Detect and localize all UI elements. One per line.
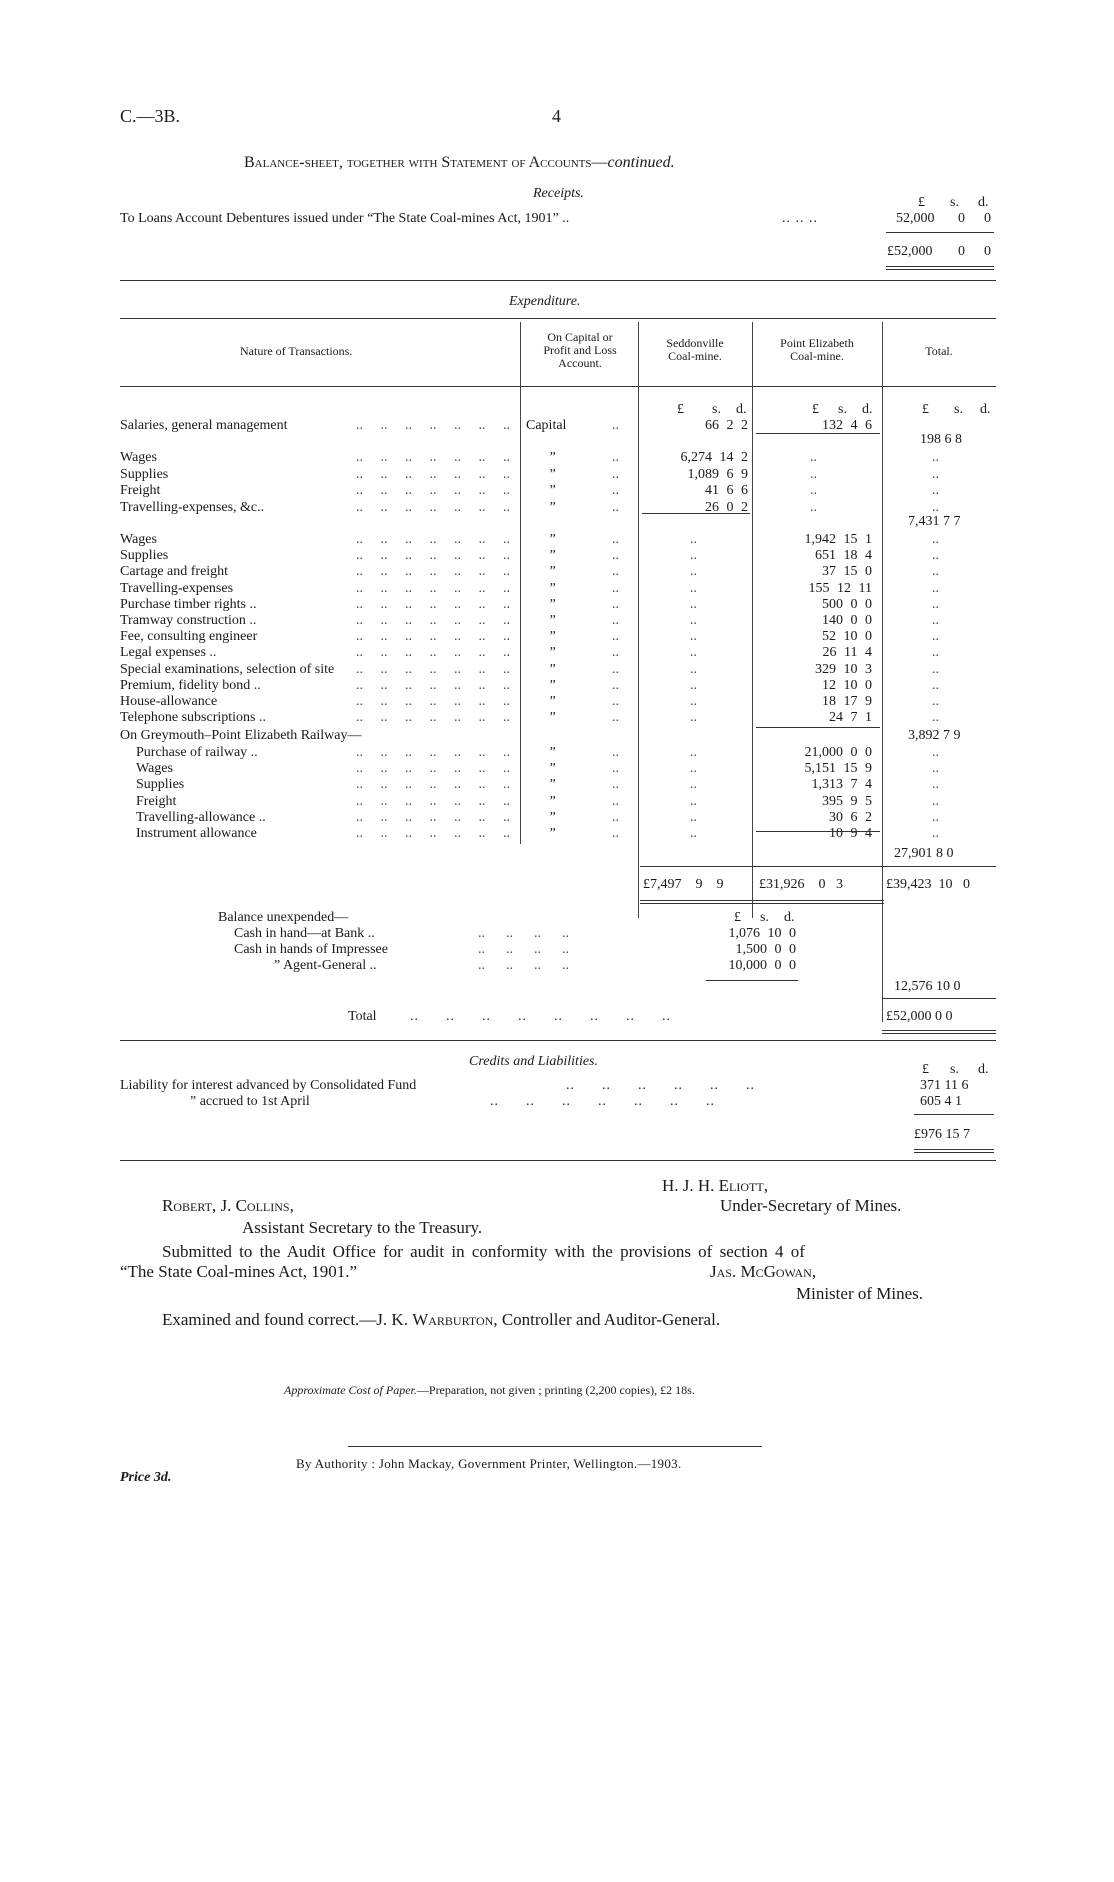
account-ditto: ” <box>548 450 556 465</box>
pt-amount: 10 9 4 <box>829 826 872 841</box>
account-ditto: ” <box>548 793 556 809</box>
total-dots: .. <box>932 793 939 809</box>
expenditure-top-rule <box>120 318 996 319</box>
subtotal-seddonville: 7,431 7 7 <box>908 514 961 529</box>
sed-dots: .. <box>690 580 697 596</box>
receipts-s-header: s. <box>950 195 959 210</box>
footer-rule <box>348 1446 762 1447</box>
cost-label: Approximate Cost of Paper. <box>284 1383 417 1397</box>
row-label: Instrument allowance <box>136 826 257 841</box>
sed-dots: .. <box>690 548 697 564</box>
balance-rule <box>706 980 798 981</box>
account-ditto: ” <box>548 809 556 825</box>
account-ditto: ” <box>548 580 556 596</box>
total-dots: .. <box>932 564 939 580</box>
sed-dots: .. <box>690 826 697 841</box>
row-leader-dots: .. .. .. .. .. .. .. <box>356 809 510 825</box>
sed-dots: .. <box>690 661 697 677</box>
pt-d-header: d. <box>862 402 873 417</box>
receipts-line: To Loans Account Debentures issued under “The State Coal-mines Act, 1901” .. <box>120 211 570 226</box>
row-leader-dots: .. .. .. .. .. .. .. <box>356 580 510 596</box>
pt-total-s: 0 <box>818 877 826 892</box>
pt-dots: .. <box>810 483 817 498</box>
receipts-pound-header: £ <box>918 195 925 210</box>
row-leader-dots: .. .. .. .. .. .. .. <box>356 661 510 677</box>
pt-dots: .. <box>810 466 817 482</box>
col-header-account-l3: Account. <box>558 356 602 370</box>
pt-s-header: s. <box>838 402 847 417</box>
sed-dots: .. <box>690 532 697 547</box>
mcgowan-title: Minister of Mines. <box>796 1284 924 1303</box>
account-dots: .. <box>612 645 619 661</box>
row-leader-dots: .. .. .. .. .. .. .. <box>356 532 510 547</box>
railway-heading: On Greymouth–Point Elizabeth Railway— <box>120 728 362 743</box>
receipts-end-rule <box>120 280 996 281</box>
row-leader-dots: .. .. .. .. .. .. .. <box>356 793 510 809</box>
header-bottom-rule <box>120 386 996 387</box>
eliott-name: H. J. H. Eliott, <box>662 1176 768 1195</box>
grand-column-total <box>886 877 970 893</box>
balance-item-dots: .. .. .. .. <box>478 958 569 973</box>
total-dots: .. <box>932 499 939 515</box>
credits-rule <box>914 1114 994 1115</box>
account-ditto: ” <box>548 466 556 482</box>
sed-dots: .. <box>690 710 697 726</box>
pt-amount: 21,000 0 0 <box>804 745 872 760</box>
col-header-seddonville-l1: Seddonville <box>666 336 724 350</box>
sed-d-header: d. <box>736 402 747 417</box>
collins-name: Robert, J. Collins, <box>162 1196 294 1215</box>
cost-of-paper <box>284 1383 695 1398</box>
balance-item-label: Cash in hand—at Bank .. <box>234 926 375 941</box>
pt-amount: 52 10 0 <box>822 629 872 645</box>
row-label: Supplies <box>120 466 169 482</box>
account-ditto: ” <box>548 483 556 498</box>
account-dots: .. <box>612 450 619 465</box>
account-dots: .. <box>612 793 619 809</box>
total-dots: .. <box>932 466 939 482</box>
sed-dots: .. <box>690 777 697 793</box>
total-dots: .. <box>932 777 939 793</box>
sed-column-total <box>643 877 724 893</box>
point-rule <box>756 727 880 728</box>
account-dots: .. <box>612 499 619 515</box>
account-dots: .. <box>612 710 619 726</box>
sed-s-header: s. <box>712 402 721 417</box>
balance-item-amount: 1,076 10 0 <box>728 926 796 941</box>
col-header-nature: Nature of Transactions. <box>240 344 353 358</box>
balance-item-amount: 1,500 0 0 <box>735 942 796 957</box>
subtotal-salaries: 198 6 8 <box>920 432 962 447</box>
total-s-header: s. <box>954 402 963 417</box>
total-d: 0 <box>963 877 970 892</box>
total-dots: .. <box>932 645 939 661</box>
pt-amount: 140 0 0 <box>822 613 872 628</box>
pt-dots: .. <box>810 450 817 465</box>
sum-rule <box>882 998 996 999</box>
eliott-title: Under-Secretary of Mines. <box>720 1196 902 1215</box>
total-pounds: £39,423 <box>886 877 932 892</box>
balance-item-amount: 10,000 0 0 <box>728 958 796 973</box>
col-header-account-l1: On Capital or <box>547 330 613 344</box>
account-ditto: ” <box>548 761 556 777</box>
row-leader-dots: .. .. .. .. .. .. .. <box>356 745 510 760</box>
page-number: 4 <box>552 106 561 126</box>
totals-double-rule <box>640 900 884 904</box>
row-leader-dots: .. .. .. .. .. .. .. <box>356 645 510 661</box>
row-leader-dots: .. .. .. .. .. .. .. <box>356 694 510 709</box>
vrule-2 <box>638 322 639 918</box>
account-ditto: ” <box>548 694 556 709</box>
pt-total-d: 3 <box>836 877 843 892</box>
row-label: Purchase of railway .. <box>136 745 258 760</box>
authority: By Authority : John Mackay, Government Printer, Wellington.—1903. <box>296 1456 682 1471</box>
pt-amount: 1,942 15 1 <box>804 532 872 547</box>
account-dots: .. <box>612 809 619 825</box>
row-label: Travelling-expenses <box>120 580 234 596</box>
row-label: Travelling-expenses, &c.. <box>120 499 265 515</box>
row-label: Tramway construction .. <box>120 613 257 628</box>
total-dots: .. <box>932 694 939 709</box>
grand-total-rule <box>882 1030 996 1034</box>
credits-total: £976 15 7 <box>914 1127 970 1142</box>
sed-dots: .. <box>690 629 697 645</box>
sed-pound-header: £ <box>677 402 684 417</box>
collins-title: Assistant Secretary to the Treasury. <box>242 1218 483 1237</box>
total-dots: .. <box>932 580 939 596</box>
total-dots: .. <box>932 629 939 645</box>
balance-item-label: Cash in hands of Impressee <box>234 942 388 957</box>
total-dots: .. <box>932 596 939 612</box>
total-dots: .. <box>932 677 939 693</box>
sed-dots: .. <box>690 613 697 628</box>
total-d-header: d. <box>980 402 991 417</box>
account-ditto: ” <box>548 677 556 693</box>
balance-sum: 12,576 10 0 <box>894 979 961 994</box>
credit-line-2-dots: .. .. .. .. .. .. .. <box>490 1094 715 1109</box>
row-leader-dots: .. .. .. .. .. .. .. <box>356 483 510 498</box>
pt-amount: 329 10 3 <box>815 661 872 677</box>
col-header-seddonville <box>640 337 750 363</box>
pt-amount: 24 7 1 <box>829 710 872 726</box>
account-dots: .. <box>612 580 619 596</box>
account-capital: Capital <box>526 418 567 433</box>
row-leader-dots: .. .. .. .. .. .. .. <box>356 761 510 777</box>
totals-top-rule <box>640 866 996 867</box>
row-leader-dots: .. .. .. .. .. .. .. <box>356 677 510 693</box>
sed-amount: 26 0 2 <box>705 499 748 515</box>
total-pound-header: £ <box>922 402 929 417</box>
total-dots: .. <box>932 450 939 465</box>
credit-line-1-dots: .. .. .. .. .. .. <box>566 1078 755 1093</box>
pt-amount: 5,151 15 9 <box>804 761 872 777</box>
credit-line-1: Liability for interest advanced by Consolidated Fund <box>120 1078 417 1093</box>
row-label: Telephone subscriptions .. <box>120 710 266 726</box>
subtotal-point: 3,892 7 9 <box>908 728 961 743</box>
row-label: Wages <box>136 761 173 777</box>
col-header-point <box>754 337 880 363</box>
credit-line-2-amount: 605 4 1 <box>920 1094 962 1109</box>
account-ditto: ” <box>548 596 556 612</box>
account-dots: .. <box>612 564 619 580</box>
sed-dots: .. <box>690 564 697 580</box>
sed-amount: 1,089 6 9 <box>687 466 748 482</box>
sed-amount: 41 6 6 <box>705 483 748 498</box>
submitted-line-1: Submitted to the Audit Office for audit in conformity with the provisions of section 4 of <box>162 1242 805 1261</box>
salaries-rule <box>756 433 880 434</box>
total-dots: .. <box>932 826 939 841</box>
receipts-total-d: 0 <box>984 244 991 259</box>
sed-dots: .. <box>690 596 697 612</box>
account-dots: .. <box>612 532 619 547</box>
pt-total-pounds: £31,926 <box>759 877 805 892</box>
credits-pound-header: £ <box>922 1062 929 1077</box>
total-dots: .. <box>932 532 939 547</box>
receipts-rule <box>886 232 994 233</box>
vrule-3 <box>752 322 753 918</box>
account-dots: .. <box>612 677 619 693</box>
row-leader-dots: .. .. .. .. .. .. .. <box>356 777 510 793</box>
pt-amount: 155 12 11 <box>808 580 872 596</box>
pt-amount: 18 17 9 <box>822 694 872 709</box>
account-ditto: ” <box>548 661 556 677</box>
pt-dots: .. <box>810 499 817 515</box>
total-dots: .. <box>932 710 939 726</box>
credits-double-rule <box>914 1149 994 1153</box>
account-ditto: ” <box>548 645 556 661</box>
heading-continued: continued. <box>607 154 675 171</box>
receipts-d-header: d. <box>978 195 989 210</box>
credits-d-header: d. <box>978 1062 989 1077</box>
page-heading <box>244 154 675 172</box>
row-label: Wages <box>120 450 157 465</box>
pt-amount: 37 15 0 <box>822 564 872 580</box>
total-dots: .. <box>932 613 939 628</box>
receipts-double-rule <box>886 266 994 270</box>
row-leader-dots: .. .. .. .. .. .. .. <box>356 629 510 645</box>
vrule-1 <box>520 322 521 844</box>
account-dots: .. <box>612 483 619 498</box>
account-ditto: ” <box>548 777 556 793</box>
receipts-total-s: 0 <box>958 244 965 259</box>
account-ditto: ” <box>548 710 556 726</box>
balance-d-header: d. <box>784 910 795 925</box>
page-ref: C.—3B. <box>120 106 181 126</box>
pt-column-total <box>759 877 843 893</box>
balance-item-dots: .. .. .. .. <box>478 926 569 941</box>
submitted-line-2: “The State Coal-mines Act, 1901.” <box>120 1262 357 1281</box>
account-dots: .. <box>612 777 619 793</box>
pt-pound-header: £ <box>812 402 819 417</box>
total-dots: .. .. .. .. .. .. .. .. <box>410 1009 671 1024</box>
account-ditto: ” <box>548 564 556 580</box>
balance-pound-header: £ <box>734 910 741 925</box>
total-dots: .. <box>932 483 939 498</box>
col-header-account <box>524 331 636 370</box>
account-dots: .. <box>612 694 619 709</box>
total-dots: .. <box>932 745 939 760</box>
expenditure-title: Expenditure. <box>509 294 581 309</box>
row-leader-dots: .. .. .. .. .. .. .. <box>356 466 510 482</box>
row-leader-dots: .. .. .. .. .. .. .. <box>356 499 510 515</box>
total-dots: .. <box>932 661 939 677</box>
col-header-account-l2: Profit and Loss <box>543 343 617 357</box>
account-dots: .. <box>612 596 619 612</box>
account-ditto: ” <box>548 532 556 547</box>
sed-dots: .. <box>690 677 697 693</box>
account-dots: .. <box>612 418 619 433</box>
pt-amount: 132 4 6 <box>822 418 872 433</box>
pt-amount: 395 9 5 <box>822 793 872 809</box>
row-label: Supplies <box>136 777 185 793</box>
credit-line-2: ” accrued to 1st April <box>190 1094 310 1109</box>
row-leader-dots: .. .. .. .. .. .. .. <box>356 710 510 726</box>
examined-role: , Controller and Auditor-General. <box>493 1310 721 1329</box>
account-dots: .. <box>612 613 619 628</box>
pt-amount: 1,313 7 4 <box>811 777 872 793</box>
credit-line-1-amount: 371 11 6 <box>920 1078 969 1093</box>
account-ditto: ” <box>548 826 556 841</box>
row-label: Freight <box>136 793 177 809</box>
pt-amount: 500 0 0 <box>822 596 872 612</box>
subtotal-railway: 27,901 8 0 <box>894 846 954 861</box>
row-leader-dots: .. .. .. .. .. .. .. <box>356 450 510 465</box>
account-ditto: ” <box>548 499 556 515</box>
row-label: House-allowance <box>120 694 218 709</box>
balance-heading: Balance unexpended— <box>218 910 349 925</box>
examined-name: Warburton <box>412 1310 494 1329</box>
price: Price 3d. <box>120 1470 172 1485</box>
account-dots: .. <box>612 826 619 841</box>
account-dots: .. <box>612 466 619 482</box>
credits-end-rule <box>120 1160 996 1161</box>
row-leader-dots: .. .. .. .. .. .. .. <box>356 564 510 580</box>
account-ditto: ” <box>548 745 556 760</box>
row-label: Supplies <box>120 548 169 564</box>
row-leader-dots: .. .. .. .. .. .. .. <box>356 418 510 433</box>
row-leader-dots: .. .. .. .. .. .. .. <box>356 548 510 564</box>
sed-total-d: 9 <box>716 877 724 892</box>
account-ditto: ” <box>548 613 556 628</box>
total-label: Total <box>348 1009 377 1024</box>
receipts-title: Receipts. <box>533 186 584 201</box>
pt-amount: 30 6 2 <box>829 809 872 825</box>
row-label: Premium, fidelity bond .. <box>120 677 261 693</box>
total-dots: .. <box>932 761 939 777</box>
sed-amount: 66 2 2 <box>705 418 748 433</box>
credits-s-header: s. <box>950 1062 959 1077</box>
account-dots: .. <box>612 761 619 777</box>
expenditure-end-rule <box>120 1040 996 1041</box>
receipts-amount-d: 0 <box>984 211 991 226</box>
account-ditto: ” <box>548 548 556 564</box>
account-dots: .. <box>612 745 619 760</box>
col-header-point-l1: Point Elizabeth <box>780 336 854 350</box>
account-dots: .. <box>612 661 619 677</box>
balance-item-dots: .. .. .. .. <box>478 942 569 957</box>
mcgowan-name: Jas. McGowan, <box>710 1262 817 1281</box>
examined-text: Examined and found correct.—J. K. <box>162 1310 413 1329</box>
examined-line <box>162 1310 720 1330</box>
row-leader-dots: .. .. .. .. .. .. .. <box>356 613 510 628</box>
col-header-point-l2: Coal-mine. <box>790 349 844 363</box>
row-leader-dots: .. .. .. .. .. .. .. <box>356 826 510 841</box>
sed-dots: .. <box>690 793 697 809</box>
balance-s-header: s. <box>760 910 769 925</box>
row-label: Fee, consulting engineer <box>120 629 258 645</box>
seddonville-rule <box>642 513 750 514</box>
sed-dots: .. <box>690 745 697 760</box>
row-label: Legal expenses .. <box>120 645 217 661</box>
pt-amount: 12 10 0 <box>822 677 872 693</box>
row-label: Freight <box>120 483 161 498</box>
grand-total: £52,000 0 0 <box>886 1009 953 1024</box>
sed-amount: 6,274 14 2 <box>680 450 748 465</box>
row-label: Cartage and freight <box>120 564 229 580</box>
total-s: 10 <box>938 877 953 892</box>
sed-total-pounds: £7,497 <box>643 877 682 892</box>
row-leader-dots: .. .. .. .. .. .. .. <box>356 596 510 612</box>
total-dots: .. <box>932 548 939 564</box>
balance-item-label: ” Agent-General .. <box>274 958 377 973</box>
receipts-amount-pounds: 52,000 <box>896 211 935 226</box>
cost-detail: —Preparation, not given ; printing (2,200 copies), £2 18s. <box>416 1383 695 1397</box>
receipts-amount-s: 0 <box>958 211 965 226</box>
receipts-dots: .. .. .. <box>782 211 818 226</box>
row-label: Wages <box>120 532 157 547</box>
credits-title: Credits and Liabilities. <box>469 1054 598 1069</box>
row-label: Purchase timber rights .. <box>120 596 257 612</box>
total-dots: .. <box>932 809 939 825</box>
account-ditto: ” <box>548 629 556 645</box>
sed-dots: .. <box>690 761 697 777</box>
col-header-total: Total. <box>925 344 953 358</box>
heading-main: Balance-sheet, together with Statement of Accounts— <box>244 154 608 171</box>
sed-dots: .. <box>690 645 697 661</box>
railway-rule <box>756 831 880 832</box>
col-header-seddonville-l2: Coal-mine. <box>668 349 722 363</box>
vrule-4 <box>882 322 883 1022</box>
row-label: Special examinations, selection of site <box>120 661 335 677</box>
account-dots: .. <box>612 548 619 564</box>
row-label: Salaries, general management <box>120 418 288 433</box>
sed-dots: .. <box>690 694 697 709</box>
pt-amount: 26 11 4 <box>822 645 872 661</box>
sed-total-s: 9 <box>695 877 703 892</box>
pt-amount: 651 18 4 <box>815 548 872 564</box>
account-dots: .. <box>612 629 619 645</box>
row-label: Travelling-allowance .. <box>136 809 266 825</box>
receipts-total-pounds: £52,000 <box>887 244 933 259</box>
sed-dots: .. <box>690 809 697 825</box>
